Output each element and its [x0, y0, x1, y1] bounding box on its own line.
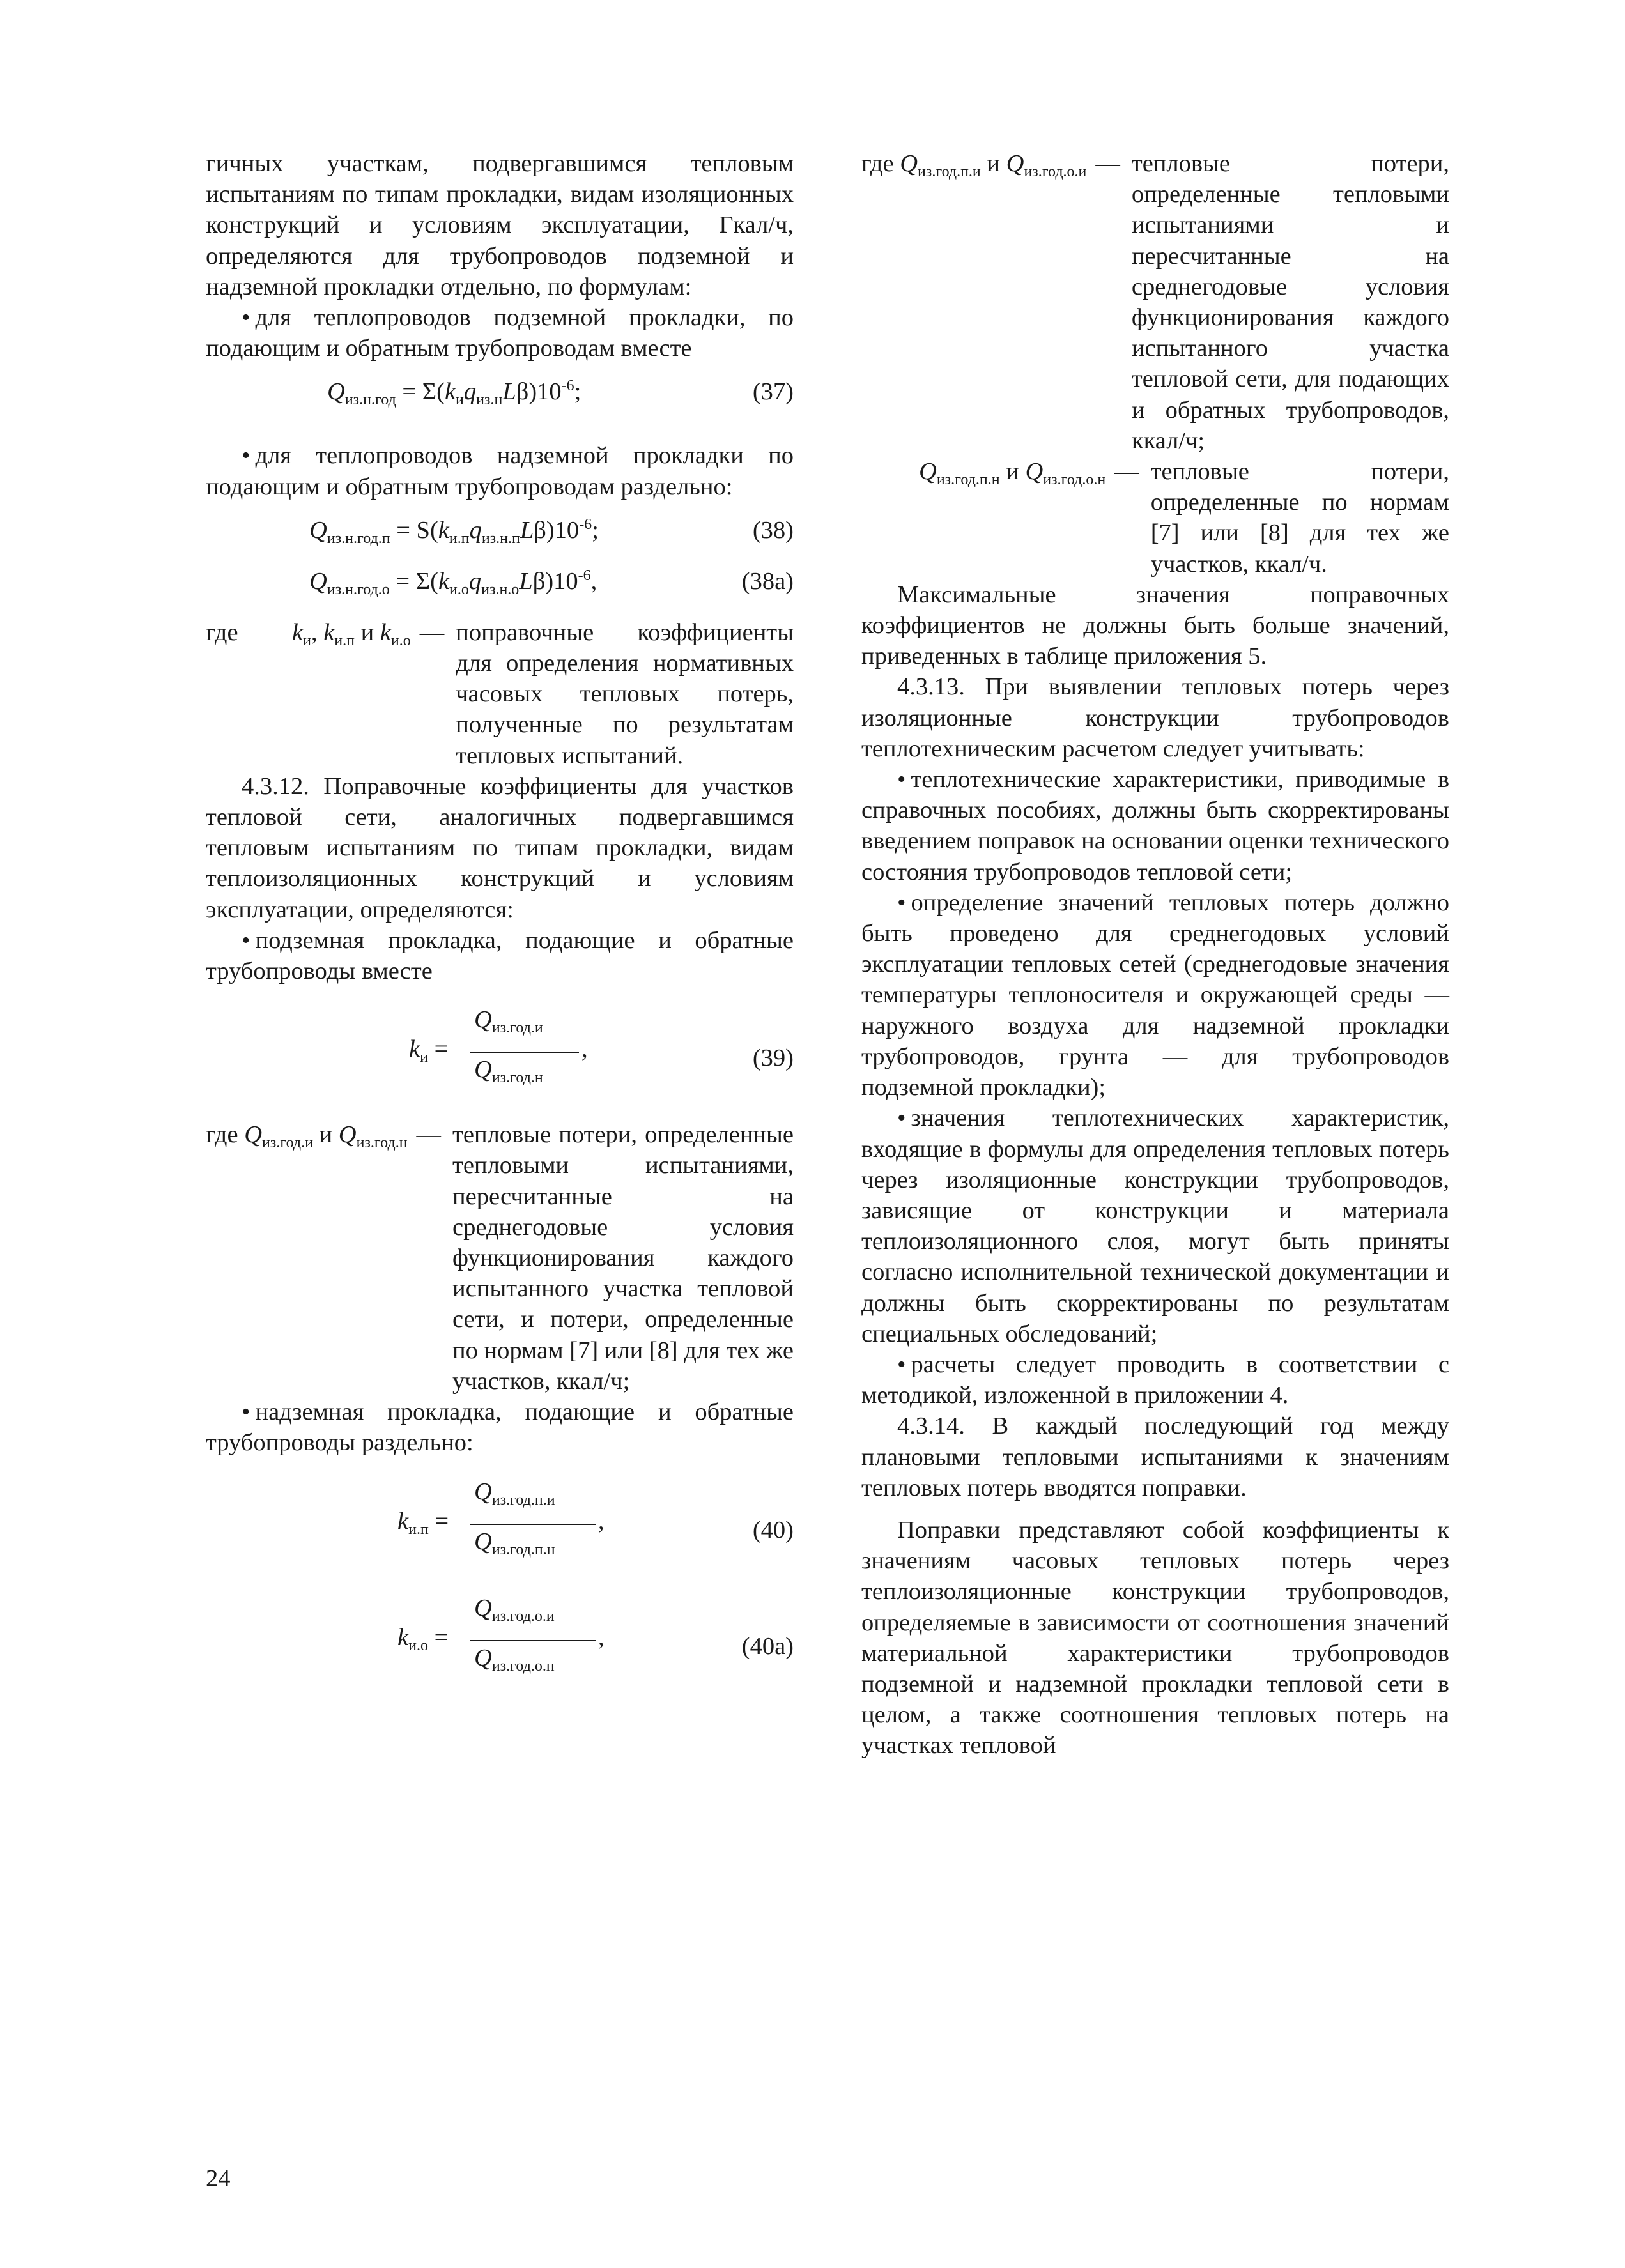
formula-37-number: (37)	[752, 378, 794, 406]
right-bullet-corrections: • теплотехнические характеристики, приводимые в справочных пособиях, должны быть скорректированы введением поправок на основании оценки технического состояния трубопроводов тепловой сети;	[861, 764, 1449, 887]
section-4-3-14: 4.3.14. В каждый последующий год между плановыми тепловыми испытаниями к значениям тепловых потерь вводятся поправки.	[861, 1413, 1449, 1501]
left-paragraph-intro: гичных участкам, подвергавшимся тепловым испытаниям по типам прокладки, видам изоляционных конструкций и условиям эксплуатации, Гкал/ч, определяются для трубопроводов подземной и надземной прокладки отдельно, по формулам:	[206, 150, 794, 300]
formula-37-expression: $Q_{из.н.год} = \Sigma(k_иq_{из.н}L\beta)10^{-6}$;	[327, 378, 581, 409]
left-bullet-aboveground-separate: • надземная прокладка, подающие и обратные трубопроводы раздельно:	[206, 1397, 794, 1458]
definition-normative-losses-term: $Q_{из.год.п.н}$ и $Q_{из.год.о.н}$	[919, 458, 1106, 489]
formula-40: $k_{и.п}$ = $Q_{из.год.п.и}$ $Q_{из.год.п.н}$ , (40)	[397, 1478, 794, 1558]
right-bullet-method: • расчеты следует проводить в соответствии с методикой, изложенной в приложении 4.	[861, 1349, 1449, 1411]
formula-38a-expression: $Q_{из.н.год.о} = \Sigma(k_{и.о}q_{из.н.о}L\beta)10^{-6}$,	[309, 567, 597, 598]
right-column	[861, 148, 1449, 1761]
fraction-bar	[470, 1640, 596, 1641]
page-number: 24	[206, 2165, 231, 2192]
formula-38a-number: (38а)	[741, 567, 794, 595]
formula-38-number: (38)	[752, 516, 794, 544]
formula-39: $k_и$ = $Q_{из.год.и}$ $Q_{из.год.н}$ , (39)	[409, 1006, 794, 1087]
definition-measured-losses-term: где $Q_{из.год.п.и}$ и $Q_{из.год.о.и}$	[861, 150, 1087, 180]
fraction-bar	[470, 1524, 596, 1525]
formula-38a	[206, 566, 794, 602]
left-column	[206, 148, 794, 1689]
fraction-bar	[470, 1052, 579, 1053]
section-4-3-13: 4.3.13. При выявлении тепловых потерь через изоляционные конструкции трубопроводов теплотехническим расчетом следует учитывать:	[861, 673, 1449, 762]
definition-measured-losses: где $Q_{из.год.п.и}$ и $Q_{из.год.о.и}$ — тепловые потери, определенные тепловыми испытаниями и пересчитанные на среднегодовые условия функционирования каждого испытанного участка тепловой сети, для подающих и обратных трубопроводов, ккал/ч;	[861, 148, 1449, 456]
definition-coefficients-term: $k_и$, $k_{и.п}$ и $k_{и.о}$	[292, 618, 411, 649]
formula-40a: $k_{и.о}$ = $Q_{из.год.о.и}$ $Q_{из.год.о.н}$ , (40а)	[397, 1594, 794, 1674]
left-bullet-aboveground: • для теплопроводов надземной прокладки по подающим и обратным трубопроводам раздельно:	[206, 440, 794, 502]
right-bullet-annual-conditions: • определение значений тепловых потерь должно быть проведено для среднегодовых условий эксплуатации тепловых сетей (среднегодовые значения температуры теплоносителя и окружающей среды — наружного воздуха для надземной прокладки трубопроводов, грунта — для трубопроводов подземной прокладки);	[861, 887, 1449, 1103]
formula-38	[206, 515, 794, 551]
definition-measured-losses-text: тепловые потери, определенные тепловыми испытаниями и пересчитанные на среднегодовые условия функционирования каждого испытанного участка тепловой сети, для подающих и обратных трубопроводов, ккал/ч;	[1131, 150, 1449, 454]
section-4-3-12: 4.3.12. Поправочные коэффициенты для участков тепловой сети, аналогичных подвергавшимся тепловым испытаниям по типам прокладки, видам теплоизоляционных конструкций и условиям эксплуатации, определяются:	[206, 772, 794, 923]
definition-normative-losses: $Q_{из.год.п.н}$ и $Q_{из.год.о.н}$ — тепловые потери, определенные по нормам [7] или [8] для тех же участков, ккал/ч.	[861, 456, 1449, 579]
definition-losses-together-term: где $Q_{из.год.и}$ и $Q_{из.год.н}$	[206, 1121, 408, 1152]
left-bullet-underground: • для теплопроводов подземной прокладки, по подающим и обратным трубопроводам вместе	[206, 302, 794, 364]
formula-39-number: (39)	[752, 1045, 794, 1072]
definition-losses-together-text: тепловые потери, определенные тепловыми испытаниями, пересчитанные на среднегодовые условия функционирования каждого испытанного участка тепловой сети, и потери, определенные по нормам [7] или [8] для тех же участков, ккал/ч;	[452, 1121, 794, 1395]
definition-coefficients-text: поправочные коэффициенты для определения нормативных часовых тепловых потерь, полученные по результатам тепловых испытаний.	[456, 618, 794, 769]
formula-37	[206, 376, 794, 412]
formula-40a-number: (40а)	[741, 1632, 794, 1660]
right-bullet-characteristics: • значения теплотехнических характеристик, входящие в формулы для определения тепловых потерь через изоляционные конструкции трубопроводов, зависящие от конструкции и материала теплоизоляционного слоя, могут быть приняты согласно исполнительной технической документации и должны быть скорректированы по результатам специальных обследований;	[861, 1103, 1449, 1349]
formula-38-expression: $Q_{из.н.год.п} = S(k_{и.п}q_{из.н.п}L\beta)10^{-6}$;	[309, 516, 599, 547]
definition-normative-losses-text: тепловые потери, определенные по нормам [7] или [8] для тех же участков, ккал/ч.	[1150, 458, 1449, 578]
definition-coefficients: где $k_и$, $k_{и.п}$ и $k_{и.о}$ — поправочные коэффициенты для определения нормативных часовых тепловых потерь, полученные по результатам тепловых испытаний.	[206, 617, 794, 771]
right-paragraph-max-values: Максимальные значения поправочных коэффициентов не должны быть больше значений, приведенных в таблице приложения 5.	[861, 581, 1449, 670]
left-bullet-underground-together: • подземная прокладка, подающие и обратные трубопроводы вместе	[206, 925, 794, 986]
definition-losses-together: где $Q_{из.год.и}$ и $Q_{из.год.н}$ — тепловые потери, определенные тепловыми испытаниями, пересчитанные на среднегодовые условия функционирования каждого испытанного участка тепловой сети, и потери, определенные по нормам [7] или [8] для тех же участков, ккал/ч;	[206, 1119, 794, 1397]
formula-40-number: (40)	[752, 1516, 794, 1544]
right-paragraph-corrections-definition: Поправки представляют собой коэффициенты к значениям часовых тепловых потерь через теплоизоляционные конструкции трубопроводов, определяемые в зависимости от соотношения значений материальной характеристики трубопроводов подземной и надземной прокладки тепловой сети в целом, а также соотношения тепловых потерь на участках тепловой	[861, 1516, 1449, 1759]
where-label: где	[206, 618, 238, 646]
